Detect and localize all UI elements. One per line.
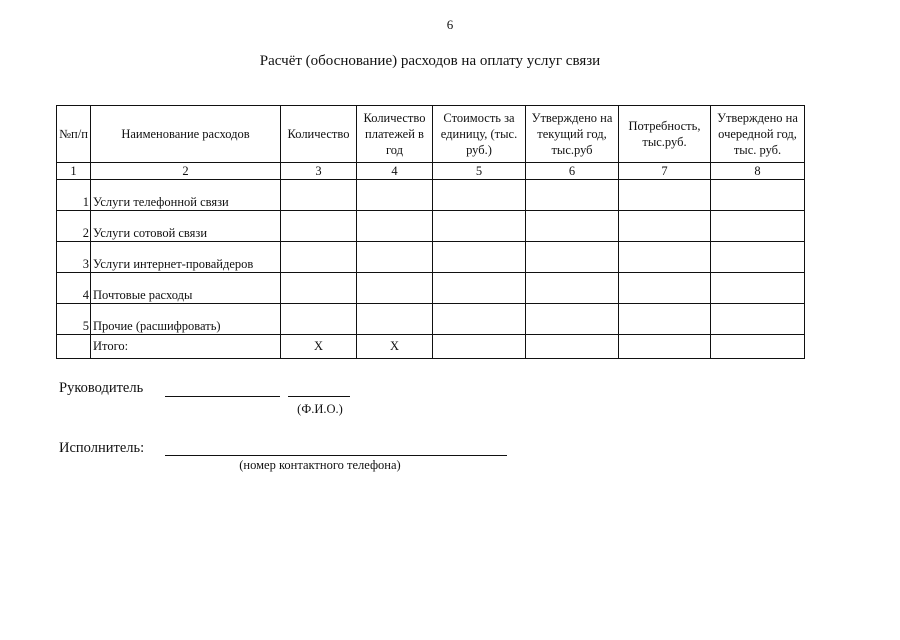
quantity-cell[interactable] (281, 273, 357, 304)
table-row (57, 242, 805, 273)
payments-cell[interactable] (357, 304, 433, 335)
quantity-cell[interactable] (281, 304, 357, 335)
requirement-cell[interactable] (619, 304, 711, 335)
requirement-cell[interactable] (619, 273, 711, 304)
unit-cost-cell[interactable] (433, 304, 526, 335)
head-name-caption: (Ф.И.О.) (297, 402, 343, 416)
column-number: 4 (357, 163, 433, 180)
approved-next-cell[interactable] (711, 304, 805, 335)
requirement-cell[interactable] (619, 242, 711, 273)
expense-name: Услуги телефонной связи (91, 180, 281, 211)
quantity-cell[interactable] (281, 242, 357, 273)
row-number: 2 (57, 211, 91, 242)
unit-cost-cell[interactable] (433, 273, 526, 304)
total-requirement-cell[interactable] (619, 335, 711, 359)
approved-current-cell[interactable] (526, 273, 619, 304)
head-name-line[interactable] (288, 396, 350, 397)
row-number: 3 (57, 242, 91, 273)
requirement-cell[interactable] (619, 211, 711, 242)
document-title: Расчёт (обоснование) расходов на оплату услуг связи (259, 53, 601, 69)
quantity-cell[interactable] (281, 180, 357, 211)
column-number: 6 (526, 163, 619, 180)
column-numbers-row (57, 163, 805, 180)
payments-cell[interactable] (357, 273, 433, 304)
header-row-number: №п/п (57, 106, 91, 163)
header-approved-next-year: Утверждено на очередной год, тыс. руб. (711, 106, 805, 163)
executor-phone-caption: (номер контактного телефона) (239, 458, 401, 472)
total-label: Итого: (91, 335, 281, 359)
approved-next-cell[interactable] (711, 211, 805, 242)
total-approved-current-cell[interactable] (526, 335, 619, 359)
quantity-cell[interactable] (281, 211, 357, 242)
total-payments-mark: Х (357, 335, 433, 359)
header-quantity: Количество (281, 106, 357, 163)
column-number: 8 (711, 163, 805, 180)
approved-current-cell[interactable] (526, 304, 619, 335)
expense-name: Прочие (расшифровать) (91, 304, 281, 335)
expense-name: Почтовые расходы (91, 273, 281, 304)
payments-cell[interactable] (357, 242, 433, 273)
total-unit-cost-cell[interactable] (433, 335, 526, 359)
table-row (57, 180, 805, 211)
page-number: 6 (446, 17, 454, 32)
payments-cell[interactable] (357, 180, 433, 211)
unit-cost-cell[interactable] (433, 211, 526, 242)
approved-next-cell[interactable] (711, 180, 805, 211)
row-number: 4 (57, 273, 91, 304)
expense-name: Услуги интернет-провайдеров (91, 242, 281, 273)
table-header-row (57, 106, 805, 163)
header-approved-current-year: Утверждено на текущий год, тыс.руб (526, 106, 619, 163)
header-expense-name: Наименование расходов (91, 106, 281, 163)
approved-current-cell[interactable] (526, 180, 619, 211)
header-unit-cost: Стоимость за единицу, (тыс. руб.) (433, 106, 526, 163)
head-signature-label: Руководитель (59, 380, 144, 396)
executor-phone-line[interactable] (165, 455, 507, 456)
total-approved-next-cell[interactable] (711, 335, 805, 359)
approved-next-cell[interactable] (711, 242, 805, 273)
head-signature-line[interactable] (165, 396, 280, 397)
approved-next-cell[interactable] (711, 273, 805, 304)
row-number: 1 (57, 180, 91, 211)
row-number: 5 (57, 304, 91, 335)
total-row-number-cell (57, 335, 91, 359)
executor-signature-label: Исполнитель: (59, 440, 145, 456)
column-number: 5 (433, 163, 526, 180)
column-number: 7 (619, 163, 711, 180)
column-number: 3 (281, 163, 357, 180)
approved-current-cell[interactable] (526, 242, 619, 273)
table-row (57, 273, 805, 304)
total-row (57, 335, 805, 359)
expense-name: Услуги сотовой связи (91, 211, 281, 242)
column-number: 1 (57, 163, 91, 180)
approved-current-cell[interactable] (526, 211, 619, 242)
unit-cost-cell[interactable] (433, 180, 526, 211)
header-payments-per-year: Количество платежей в год (357, 106, 433, 163)
table-row (57, 304, 805, 335)
table-row (57, 211, 805, 242)
total-quantity-mark: Х (281, 335, 357, 359)
header-requirement: Потребность, тыс.руб. (619, 106, 711, 163)
unit-cost-cell[interactable] (433, 242, 526, 273)
payments-cell[interactable] (357, 211, 433, 242)
column-number: 2 (91, 163, 281, 180)
expenses-table (56, 105, 805, 359)
requirement-cell[interactable] (619, 180, 711, 211)
